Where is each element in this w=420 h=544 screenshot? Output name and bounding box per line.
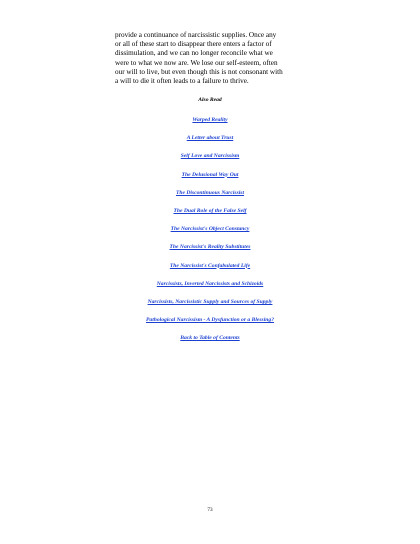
link-list-item (0, 187, 420, 205)
link-list-item (0, 169, 420, 187)
link-delusional-way-out[interactable]: The Delusional Way Out (181, 171, 239, 178)
body-line: a will to die it often leads to a failure to thrive. (115, 77, 249, 86)
link-list-item (0, 314, 420, 332)
link-list-item (0, 205, 420, 223)
link-list-item (0, 223, 420, 241)
link-pathological-narcissism[interactable]: Pathological Narcissism - A Dysfunction or a Blessing? (146, 317, 274, 324)
body-line: or all of these start to disappear there enters a factor of (115, 40, 272, 49)
body-paragraph (115, 31, 315, 86)
link-list-item (0, 241, 420, 259)
link-list-item (0, 114, 420, 132)
link-list-item (0, 296, 420, 314)
link-list-item (0, 132, 420, 150)
link-reality-substitutes[interactable]: The Narcissist's Reality Substitutes (169, 244, 251, 251)
link-warped-reality[interactable]: Warped Reality (192, 117, 228, 123)
link-self-love-and-narcissism[interactable]: Self Love and Narcissism (180, 153, 240, 160)
also-read-heading: Also Read (198, 97, 222, 103)
body-line: dissimulation, and we can no longer reconcile what we (115, 49, 273, 58)
body-line: provide a continuance of narcissistic supplies. Once any (115, 31, 277, 39)
link-list-item (0, 332, 420, 350)
link-list-item (0, 260, 420, 278)
link-list-item (0, 278, 420, 296)
link-inverted-narcissists-schizoids[interactable]: Narcissists, Inverted Narcissists and Schizoids (156, 280, 264, 287)
link-confabulated-life[interactable]: The Narcissist's Confabulated Life (169, 262, 251, 269)
link-narcissistic-supply[interactable]: Narcissists, Narcissistic Supply and Sources of Supply (147, 298, 273, 305)
link-letter-about-trust[interactable]: A Letter about Trust (186, 135, 234, 142)
link-back-to-table-of-contents[interactable]: Back to Table of Contents (180, 335, 240, 342)
body-line: were to what we now are. We lose our self-esteem, often (115, 58, 278, 67)
link-discontinuous-narcissist[interactable]: The Discontinuous Narcissist (175, 189, 245, 196)
also-read-link-list (0, 114, 420, 350)
link-list-item (0, 150, 420, 168)
page-number: 73 (207, 507, 213, 513)
body-line: our will to live, but even though this is not consonant with (115, 67, 283, 76)
link-dual-role-false-self[interactable]: The Dual Role of the False Self (173, 207, 247, 214)
link-object-constancy[interactable]: The Narcissist's Object Constancy (170, 226, 250, 233)
